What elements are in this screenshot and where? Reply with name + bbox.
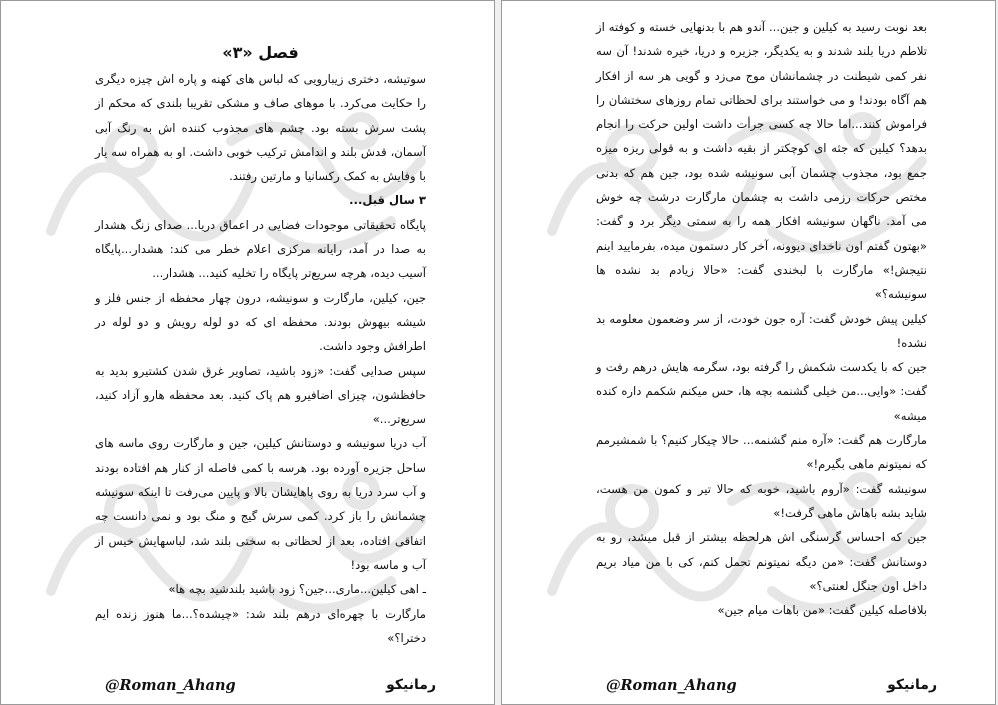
paragraph: جین که با یکدست شکمش را گرفته بود، سگرمه هایش درهم رفت و گفت: «وایی...من خیلی گشنمه بچه ها، حس میکنم شکمم داره کنده میشه»	[596, 360, 927, 423]
section-subheading: ۳ سال قبل...	[349, 193, 426, 208]
footer-brand: رمانیکو	[386, 677, 436, 693]
paragraph: سونیشه گفت: «آروم باشید، خوبه که حالا تیر و کمون من هست، شاید بشه باهاش ماهی گرفت!»	[596, 481, 927, 520]
page-footer	[1, 673, 494, 701]
paragraph: پایگاه تحقیقاتی موجودات فضایی در اعماق دریا... صدای زنگ هشدار به صدا در آمد، رایانه مرکزی اعلام خطر می کند: هشدار...پایگاه آسیب دیده، هرچه سریع‌تر پایگاه را تخلیه کنید... هشدار...	[95, 217, 426, 281]
left-page	[0, 0, 495, 705]
paragraph: جین، کیلین، مارگارت و سونیشه، درون چهار محفظه از جنس فلز و شیشه بیهوش بودند. محفظه ای که دو لوله رویش و دو لوله در اطرافش وجود داشت.	[95, 290, 426, 354]
paragraph: آب دریا سونیشه و دوستانش کیلین، جین و مارگارت روی ماسه های ساحل جزیره آورده بود. هرسه با کمی فاصله از کنار هم افتاده بودند و آب سرد دریا به روی پاهایشان بالا و پایین می‌رفت تا اینکه سونیشه چشمانش را باز کرد. کمی سرش گیج و منگ بود و نمی دانست چه اتفاقی افتاده، بعد از لحظاتی به سختی بلند شد، لباسهایش خیس از آب و ماسه بود!	[95, 436, 426, 572]
paragraph: سوتیشه، دختری زیبارویی که لباس های کهنه و پاره اش چیزه دیگری را حکایت می‌کرد. با موهای صاف و مشکی تقریبا بلندی که محکم از پشت سرش بسته بود. چشم های مجذوب کننده اش به رنگ آبی آسمان، قدش بلند و اندامش ترکیب خوبی داشت. او به همراه سه یار با وفایش به کمک رکسانیا و مارتین رفتند.	[95, 72, 426, 184]
footer-brand: رمانیکو	[887, 677, 937, 693]
page-footer	[502, 673, 995, 701]
footer-handle: @Roman_Ahang	[606, 677, 737, 694]
paragraph: بلافاصله کیلین گفت: «من باهات میام جین»	[717, 603, 927, 618]
chapter-title: فصل «۳»	[222, 43, 299, 62]
right-page-body	[596, 15, 927, 622]
left-page-body	[95, 39, 426, 650]
right-page	[501, 0, 996, 705]
footer-handle: @Roman_Ahang	[105, 677, 236, 694]
paragraph: جین که احساس گرسنگی اش هرلحظه بیشتر از قبل میشد، رو به دوستانش گفت: «من دیگه نمیتونم تحمل کنم، کی با من میاد بریم داخل اون جنگل لعنتی؟»	[596, 530, 927, 593]
paragraph: کیلین پیش خودش گفت: آره جون خودت، از سر وضعمون معلومه بد نشده!	[596, 311, 927, 350]
paragraph: مارگارت هم گفت: «آره منم گشنمه... حالا چیکار کنیم؟ با شمشیرمم که نمیتونم ماهی بگیرم!»	[596, 433, 927, 472]
paragraph: بعد نوبت رسید به کیلین و جین... آندو هم با بدنهایی خسته و کوفته از تلاطم دریا بلند شدند و به یکدیگر، جزیره و دریا، خیره شدند! آن سه نفر کمی شیطنت در چشمانشان موج می‌زد و گویی هر سه از افکار هم آگاه بودند! و می خواستند برای لحظاتی تمام روزهای سختشان را فراموش کنند...اما حالا چه کسی جرأت داشت اولین حرکت را انجام بدهد؟ کیلین که جثه ای کوچکتر از بقیه داشت و به قولی ریزه میزه جمع بود، مجذوب چشمان آبی سونیشه شده بود، جین هم که بدنی مختص حرکات رزمی داشت به چشمان مارگارت درشت چه خوش می آمد. ناگهان سونیشه افکار همه را به سمتی دیگر برد و گفت: «بهتون گفتم اون ناخدای دیوونه، آخر کار دستمون میده، بفرمایید اینم نتیجش!» مارگارت با لبخندی گفت: «حالا زیادم بد نشده ها سونیشه؟»	[596, 20, 927, 302]
paragraph: مارگارت با چهره‌ای درهم بلند شد: «چیشده؟...ما هنوز زنده ایم دخترا؟»	[95, 606, 426, 645]
paragraph: ـ اهی کیلین...ماری...جین؟ زود باشید بلندشید بچه ها»	[168, 582, 426, 597]
paragraph: سپس صدایی گفت: «زود باشید، تصاویر غرق شدن کشتیرو بدید به حافظشون، چیزای اضافیرو هم پاک کنید. بعد محفظه هارو آزاد کنید، سریع‌تر...»	[95, 363, 426, 427]
